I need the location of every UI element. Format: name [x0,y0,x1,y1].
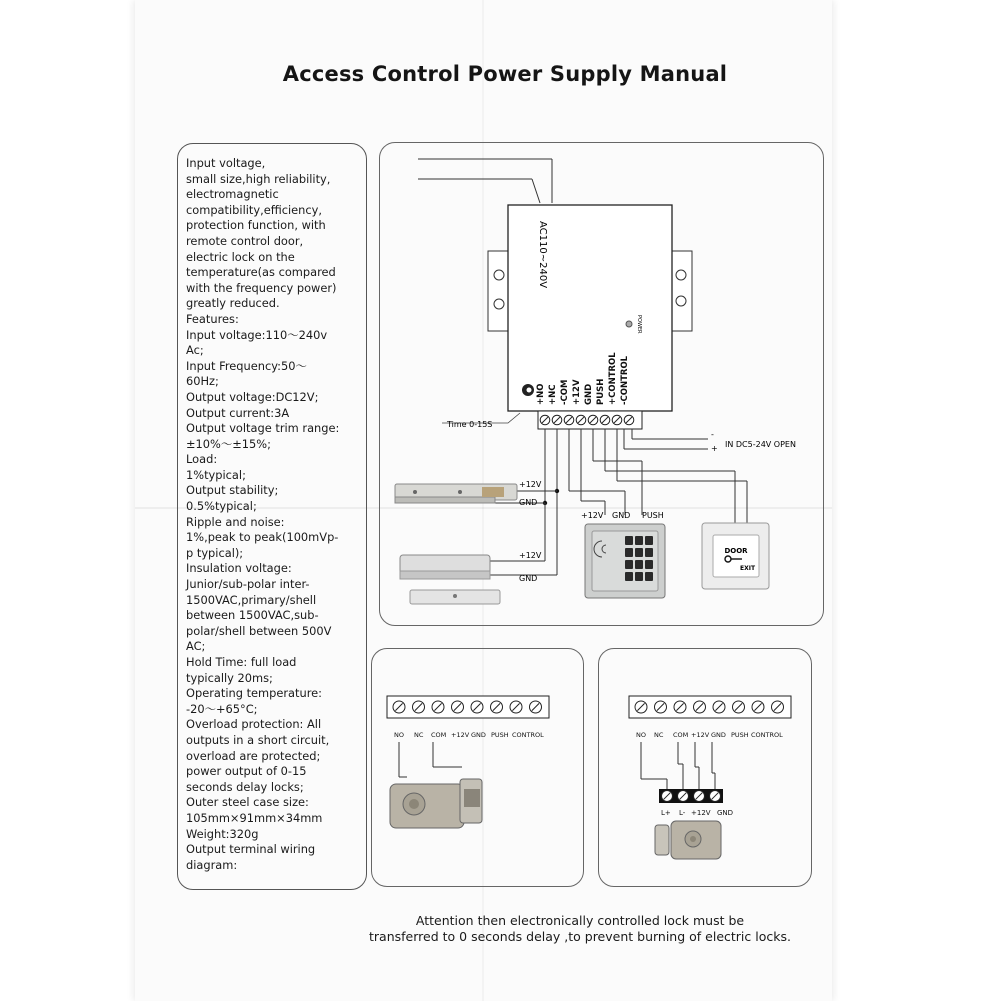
left-terminal-label: +12V [451,731,470,739]
sub-terminal-label: L+ [661,809,671,817]
spec-line: 1%,peak to peak(100mVp- [186,530,339,545]
sub-terminal-label: L- [679,809,686,817]
main-terminal-label: +12V [572,379,582,405]
right-wiring-diagram [598,648,812,887]
main-terminal-label: -CONTROL [620,355,630,405]
spec-line: polar/shell between 500V [186,623,332,638]
keypad-plus-label: +12V [581,511,604,520]
keypad-key [645,536,653,545]
keypad-image [585,524,665,598]
spec-line: Operating temperature: [186,686,323,701]
spec-line: Junior/sub-polar inter- [186,577,310,592]
time-delay-label: Time 0-15S [447,420,493,429]
spec-line: Input Frequency:50～ [186,358,307,373]
spec-line: with the frequency power) [186,280,337,295]
spec-line: Output terminal wiring [186,842,316,857]
spec-line: greatly reduced. [186,296,280,311]
right-terminal-label: CONTROL [751,731,783,739]
sub-terminal-label: +12V [691,809,711,817]
right-terminal-label: GND [711,731,726,739]
main-terminal-label: +NC [548,384,558,405]
main-terminal-label: -COM [560,379,570,405]
spec-line: Output voltage:DC12V; [186,389,319,404]
keypad-key [625,572,633,581]
spec-line: electric lock on the [186,249,295,264]
spec-line: power output of 0-15 [186,764,307,779]
left-terminal-label: CONTROL [512,731,544,739]
left-terminal-label: GND [471,731,486,739]
spec-line: small size,high reliability, [186,171,331,186]
spec-line: temperature(as compared [186,265,336,280]
spec-line: Weight:320g [186,826,259,841]
spec-line: outputs in a short circuit, [186,732,330,747]
spec-line: diagram: [186,857,238,872]
keypad-key [625,536,633,545]
keypad-key [635,548,643,557]
dc-input-label: IN DC5-24V OPEN [725,440,796,449]
spec-line: 1500VAC,primary/shell [186,592,317,607]
keypad-gnd-label: GND [612,511,631,520]
keypad-key [635,536,643,545]
spec-line: AC; [186,639,206,654]
right-terminal-label: NC [654,731,664,739]
keypad-key [645,548,653,557]
left-terminal-label: NO [394,731,404,739]
rim-lock-small-image [655,821,721,859]
spec-line: Insulation voltage: [186,561,292,576]
spec-line: Hold Time: full load [186,655,297,669]
keypad-key [635,572,643,581]
spec-line: typically 20ms; [186,670,273,685]
right-terminal-label: COM [673,731,689,739]
ac-voltage-label: AC110~240V [537,221,548,289]
keypad-key [645,560,653,569]
spec-line: 0.5%typical; [186,499,257,514]
attention-line-2: transferred to 0 seconds delay ,to prevent burning of electric locks. [369,929,791,944]
spec-line: Output current:3A [186,405,290,420]
spec-line: -20～+65°C; [186,701,258,716]
attention-note [300,913,860,945]
left-terminal-label: NC [414,731,424,739]
spec-line: Input voltage:110～240v [186,327,328,342]
lock2-plus-label: +12V [519,551,542,560]
spec-line: Output voltage trim range: [186,421,340,436]
spec-line: Input voltage, [186,156,266,170]
manual-title: Access Control Power Supply Manual [282,62,728,86]
keypad-key [645,572,653,581]
specifications-text [186,156,362,873]
sub-terminal-label: GND [717,809,734,817]
dc-minus-label: - [711,430,714,439]
left-terminal-label: COM [431,731,447,739]
main-terminal-label: PUSH [596,378,606,405]
keypad-key [625,548,633,557]
lock2-gnd-label: GND [519,574,538,583]
spec-line: overload are protected; [186,748,321,763]
spec-line: electromagnetic [186,187,279,202]
power-label: POWER [636,315,642,334]
keypad-key [635,560,643,569]
lock1-plus-label: +12V [519,480,542,489]
lock1-gnd-label: GND [519,498,538,507]
spec-line: 105mm×91mm×34mm [186,810,323,825]
main-terminal-label: GND [584,383,594,405]
spec-line: seconds delay locks; [186,779,304,794]
door-text: DOOR [724,547,748,555]
main-wiring-diagram [379,142,824,626]
spec-line: remote control door, [186,233,304,248]
attention-line-1: Attention then electronically controlled lock must be [415,913,745,928]
exit-text: EXIT [740,565,756,572]
main-terminal-label: +NO [536,383,546,405]
spec-line: 60Hz; [186,374,219,389]
spec-line: Features: [186,311,239,326]
spec-line: ±10%～±15%; [186,436,271,451]
exit-button-image [702,523,769,589]
left-wiring-diagram [371,648,584,887]
dc-plus-label: + [711,444,718,453]
left-terminal-label: PUSH [491,731,509,739]
spec-line: Ripple and noise: [186,514,285,529]
keypad-key [625,560,633,569]
strike-lock-image [395,484,517,503]
right-terminal-label: NO [636,731,646,739]
spec-line: compatibility,efficiency, [186,202,323,217]
right-terminal-label: +12V [691,731,710,739]
spec-line: between 1500VAC,sub- [186,608,319,623]
magnetic-lock-image [400,555,500,604]
spec-line: protection function, with [186,218,326,233]
spec-line: p typical); [186,545,244,560]
main-terminal-label: +CONTROL [608,352,618,405]
spec-line: Ac; [186,343,204,358]
rim-lock-image [390,779,482,828]
spec-line: Overload protection: All [186,717,322,732]
spec-line: Output stability; [186,483,279,498]
spec-line: Load: [186,452,218,467]
spec-line: 1%typical; [186,467,246,482]
spec-line: Outer steel case size: [186,795,309,810]
right-terminal-label: PUSH [731,731,749,739]
keypad-push-label: PUSH [642,511,664,520]
